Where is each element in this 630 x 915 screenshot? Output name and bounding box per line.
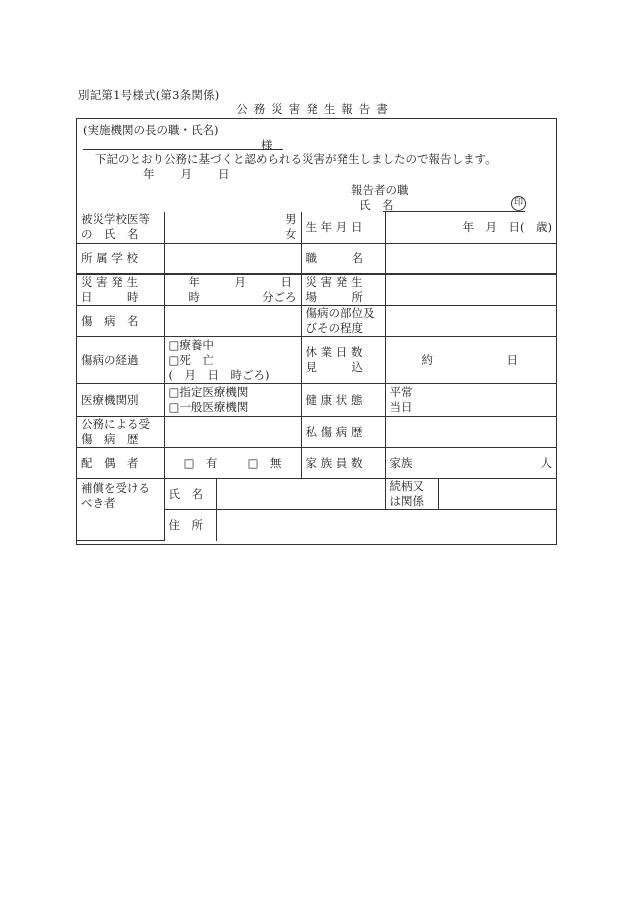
- spouse-label: 配 偶 者: [77, 448, 164, 479]
- progress-label: 傷病の経過: [77, 337, 164, 384]
- comp-relation-label: 続柄又 は関係: [385, 479, 438, 510]
- school-field[interactable]: [164, 243, 301, 274]
- spouse-yes-option[interactable]: □ 有: [183, 455, 218, 470]
- comp-name-field[interactable]: [216, 479, 385, 510]
- post-field[interactable]: [385, 243, 556, 274]
- progress-death-time: ( 月 日 時ごろ): [168, 367, 270, 382]
- sex-male: 男: [285, 212, 297, 227]
- victim-label: 被災学校医等 の 氏 名: [77, 212, 164, 243]
- document-title: 公務災害発生報告書: [236, 102, 394, 116]
- report-date: 年 月 日: [143, 167, 231, 181]
- family-size-field[interactable]: 家族 人: [385, 448, 556, 479]
- injury-field[interactable]: [164, 306, 301, 337]
- injury-part-label: 傷病の部位及 びその程度: [301, 306, 385, 337]
- health-status-field[interactable]: 平常 当日: [385, 384, 556, 417]
- comp-name-label: 氏 名: [164, 479, 216, 510]
- addressee-line: [83, 149, 283, 150]
- sex-female: 女: [285, 227, 297, 242]
- private-history-field[interactable]: [385, 417, 556, 448]
- statement-text: 下記のとおり公務に基づくと認められる災害が発生しましたので報告します。: [95, 152, 497, 166]
- victim-row: [77, 212, 556, 243]
- victim-name-field[interactable]: [164, 212, 301, 243]
- spouse-row: [77, 448, 556, 479]
- medical-row: [77, 384, 556, 417]
- injury-part-field[interactable]: [385, 306, 556, 337]
- compensation-label: 補償を受ける べき者: [77, 479, 164, 541]
- comp-address-label: 住 所: [164, 510, 216, 541]
- school-label: 所 属 学 校: [77, 243, 164, 274]
- form-header: [77, 119, 556, 212]
- org-label: (実施機関の長の職・氏名): [83, 123, 219, 137]
- med-option-designated[interactable]: □指定医療機関: [168, 385, 249, 399]
- health-status-label: 健 康 状 態: [301, 384, 385, 417]
- dob-label: 生 年 月 日: [301, 212, 385, 243]
- leave-days-field[interactable]: 約 日: [385, 337, 556, 384]
- medical-institution-label: 医療機関別: [77, 384, 164, 417]
- form-reference: 別記第1号様式(第3条関係): [78, 88, 220, 102]
- reporter-post-label: 報告者の職: [351, 183, 409, 197]
- progress-option-treatment[interactable]: □療養中: [168, 337, 214, 352]
- disaster-datetime-field[interactable]: 年 月 日 時 分ごろ: [164, 274, 301, 306]
- comp-address-field[interactable]: [216, 510, 556, 541]
- school-row: [77, 243, 556, 274]
- private-history-label: 私 傷 病 歴: [301, 417, 385, 448]
- spouse-no-option[interactable]: □ 無: [247, 455, 282, 470]
- public-history-label: 公務による受 傷 病 歴: [77, 417, 164, 448]
- family-size-label: 家 族 員 数: [301, 448, 385, 479]
- progress-row: [77, 337, 556, 384]
- public-history-field[interactable]: [164, 417, 301, 448]
- dob-field[interactable]: 年 月 日( 歳): [385, 212, 556, 243]
- medical-institution-field[interactable]: [164, 384, 301, 417]
- disaster-row: [77, 274, 556, 306]
- history-row: [77, 417, 556, 448]
- disaster-datetime-label: 災 害 発 生 日 時: [77, 274, 164, 306]
- progress-field[interactable]: [164, 337, 301, 384]
- disaster-place-field[interactable]: [385, 274, 556, 306]
- comp-relation-field[interactable]: [438, 479, 556, 510]
- compensation-row-1: [77, 479, 556, 510]
- disaster-place-label: 災 害 発 生 場 所: [301, 274, 385, 306]
- report-form: [76, 118, 557, 545]
- reporter-name-label: 氏 名: [359, 198, 394, 212]
- sama-suffix: 様: [261, 138, 273, 152]
- seal-mark: 印: [511, 196, 526, 211]
- report-table: [77, 212, 556, 541]
- progress-option-death[interactable]: □死 亡: [168, 352, 214, 367]
- spouse-field[interactable]: [164, 448, 301, 479]
- leave-days-label: 休 業 日 数 見 込: [301, 337, 385, 384]
- med-option-general[interactable]: □一般医療機関: [168, 400, 249, 414]
- post-label: 職 名: [301, 243, 385, 274]
- injury-row: [77, 306, 556, 337]
- injury-label: 傷 病 名: [77, 306, 164, 337]
